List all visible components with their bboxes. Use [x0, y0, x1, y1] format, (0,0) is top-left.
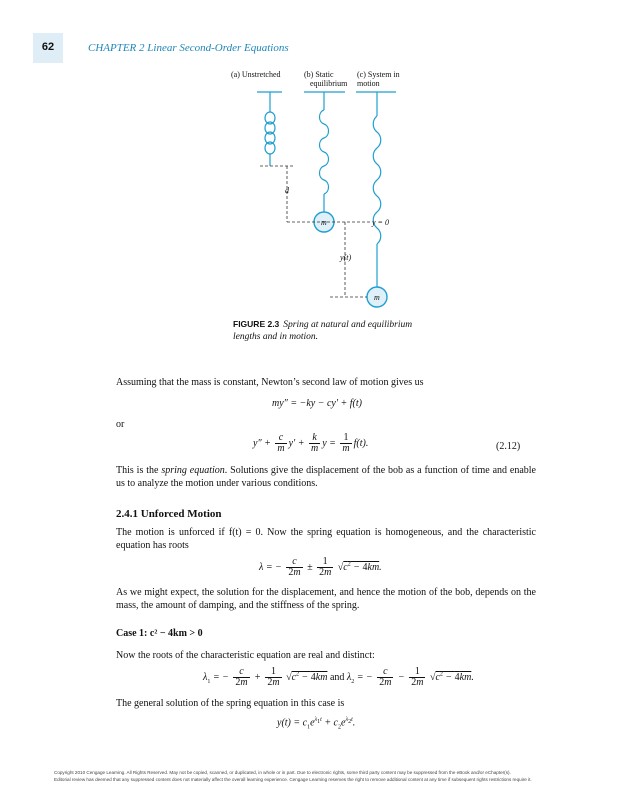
label-y0: y = 0 [372, 218, 389, 227]
equation-general-solution: $y(t) = c_1e^{\lambda_1t} + c_2e^{\lambda_2t}$. [277, 717, 356, 731]
figure-caption [233, 318, 413, 343]
dashed-guides [260, 166, 370, 297]
caption-text: Spring at natural and equilibrium lengths and in motion. [233, 320, 413, 342]
or-text: or [116, 419, 125, 430]
panel-c-label-1: (c) System in [357, 70, 400, 79]
equation-number: (2.12) [496, 441, 521, 452]
panel-b-label-1: (b) Static [304, 70, 334, 79]
equation-newton: my″ = −ky − cy′ + f(t) [272, 398, 362, 409]
label-d: d [285, 186, 289, 195]
caption-label: FIGURE 2.3 [233, 319, 280, 329]
footer-copyright: Copyright 2010 Cengage Learning. All Rights Reserved. May not be copied, scanned, or duplicated, in whole or in part. Due to electronic rights, some third party content may be suppressed from the eBook and/or eChapter(s). [54, 770, 511, 775]
paragraph-spring-equation: This is the spring equation. Solutions give the displacement of the bob as a function of time and enable us to analyze the motion under various conditions. [116, 465, 536, 489]
paragraph-newton: Assuming that the mass is constant, Newton’s second law of motion gives us [116, 377, 424, 388]
paragraph-unforced: The motion is unforced if f(t) = 0. Now the spring equation is homogeneous, and the characteristic equation has roots [116, 527, 536, 551]
case-1-heading: Case 1: c² − 4km > 0 [116, 628, 203, 639]
chapter-title: CHAPTER 2 Linear Second-Order Equations [88, 42, 289, 54]
spring-figure [0, 0, 622, 320]
equation-lambda: $\lambda_1$ = − $\frac{c}{2m}$ + $\frac{1}{2m}$ $√c^2 - 4km$ and $\lambda_2$ = − $\frac{c}{2m}$ − $\frac{1}{2m}$ $√c^2 - 4km$. [203, 666, 474, 688]
label-m2: m [374, 293, 380, 302]
footer-editorial: Editorial review has deemed that any suppressed content does not materially affect the overall learning experience. Cengage Learning reserves the right to remove additional content at any time if subsequent rights restrictions require it. [54, 777, 532, 782]
section-heading: 2.4.1 Unforced Motion [116, 508, 222, 520]
paragraph-distinct-roots: Now the roots of the characteristic equation are real and distinct: [116, 650, 375, 661]
panel-b-label-2: equilibrium [310, 79, 348, 88]
paragraph-general-solution: The general solution of the spring equation in this case is [116, 698, 345, 709]
spring-b [320, 92, 329, 212]
spring-a [265, 92, 275, 166]
label-m1: m [321, 218, 327, 227]
spring-c [373, 92, 381, 287]
panel-a-label: (a) Unstretched [231, 70, 281, 79]
equation-roots: λ = − $\frac{c}{2m}$ ± $\frac{1}{2m}$ $√c^2 - 4km$. [259, 556, 382, 578]
label-yt: y(t) [340, 253, 352, 262]
paragraph-expect: As we might expect, the solution for the displacement, and hence the motion of the bob, depends on the mass, the amount of damping, and the stiffness of the spring. [116, 587, 536, 611]
equation-spring: y″ + $\frac{c}{m}$ y′ + $\frac{k}{m}$ y = $\frac{1}{m}$ f(t). [253, 432, 369, 454]
panel-c-label-2: motion [357, 79, 380, 88]
page-number: 62 [41, 41, 55, 53]
